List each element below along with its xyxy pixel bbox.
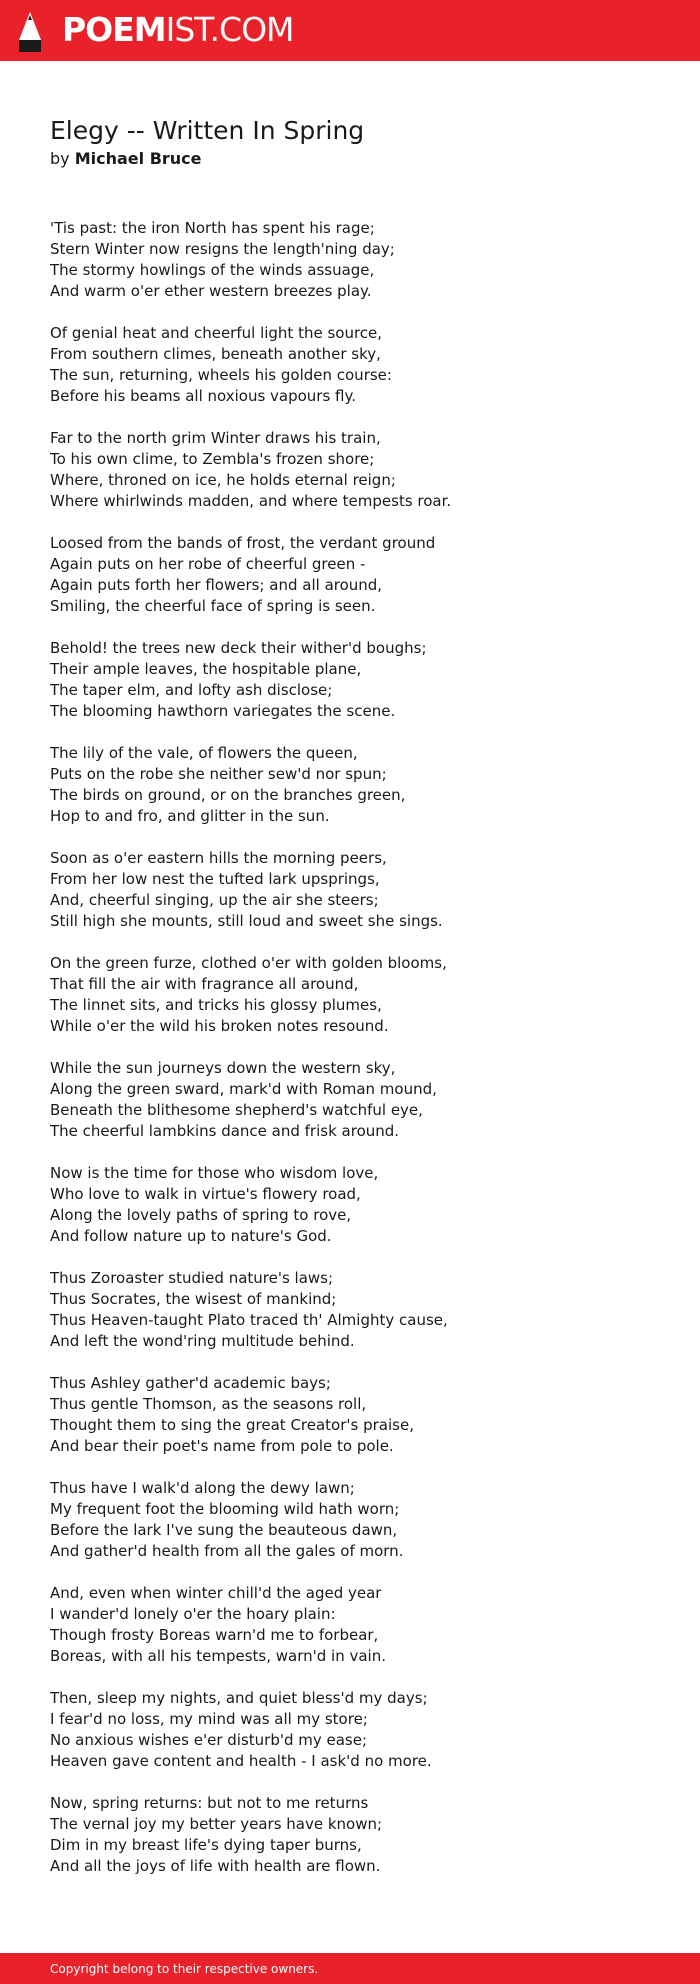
poem-line: The lily of the vale, of flowers the queen, — [50, 744, 358, 762]
brand-bold: POEM — [62, 10, 166, 49]
poem-line: From southern climes, beneath another sky, — [50, 345, 381, 363]
poem-line: Smiling, the cheerful face of spring is seen. — [50, 597, 376, 615]
poem-line: To his own clime, to Zembla's frozen shore; — [50, 450, 375, 468]
poem-line: And follow nature up to nature's God. — [50, 1227, 332, 1245]
poem-line: Loosed from the bands of frost, the verdant ground — [50, 534, 436, 552]
poem-line: While the sun journeys down the western sky, — [50, 1059, 396, 1077]
poem-line: Thus have I walk'd along the dewy lawn; — [50, 1479, 355, 1497]
stanza — [50, 1373, 670, 1457]
site-footer — [0, 1953, 700, 1984]
poem-line: 'Tis past: the iron North has spent his rage; — [50, 219, 375, 237]
stanza — [50, 1793, 670, 1877]
poem-line: Then, sleep my nights, and quiet bless'd my days; — [50, 1689, 428, 1707]
poem-line: Though frosty Boreas warn'd me to forbear, — [50, 1626, 379, 1644]
poem-line: And bear their poet's name from pole to pole. — [50, 1437, 394, 1455]
stanza — [50, 848, 670, 932]
poem-line: The blooming hawthorn variegates the scene. — [50, 702, 396, 720]
poem-line: Still high she mounts, still loud and sweet she sings. — [50, 912, 443, 930]
poem-line: Thus Socrates, the wisest of mankind; — [50, 1290, 337, 1308]
poem-line: Hop to and fro, and glitter in the sun. — [50, 807, 330, 825]
poem-line: And all the joys of life with health are flown. — [50, 1857, 381, 1875]
poem-line: Again puts on her robe of cheerful green - — [50, 555, 366, 573]
stanza — [50, 953, 670, 1037]
poem-line: Far to the north grim Winter draws his train, — [50, 429, 381, 447]
poem-line: Thus gentle Thomson, as the seasons roll, — [50, 1395, 367, 1413]
poem-body — [50, 218, 670, 1898]
poem-line: Before the lark I've sung the beauteous dawn, — [50, 1521, 398, 1539]
copyright-notice: Copyright belong to their respective owners. — [50, 1962, 319, 1976]
site-header — [0, 0, 700, 61]
stanza — [50, 1688, 670, 1772]
poem-line: And left the wond'ring multitude behind. — [50, 1332, 355, 1350]
poem-line: Boreas, with all his tempests, warn'd in vain. — [50, 1647, 386, 1665]
poem-line: Along the lovely paths of spring to rove, — [50, 1206, 352, 1224]
poem-line: Where, throned on ice, he holds eternal reign; — [50, 471, 396, 489]
poem-line: Now is the time for those who wisdom love, — [50, 1164, 379, 1182]
poem-line: Of genial heat and cheerful light the source, — [50, 324, 383, 342]
poem-line: And warm o'er ether western breezes play. — [50, 282, 372, 300]
poem-line: Puts on the robe she neither sew'd nor spun; — [50, 765, 387, 783]
poem-line: Along the green sward, mark'd with Roman mound, — [50, 1080, 437, 1098]
stanza — [50, 1583, 670, 1667]
poem-line: I wander'd lonely o'er the hoary plain: — [50, 1605, 336, 1623]
poem-line: Who love to walk in virtue's flowery road, — [50, 1185, 361, 1203]
poem-line: While o'er the wild his broken notes resound. — [50, 1017, 389, 1035]
poem-line: Heaven gave content and health - I ask'd no more. — [50, 1752, 432, 1770]
stanza — [50, 533, 670, 617]
poem-line: Again puts forth her flowers; and all around, — [50, 576, 383, 594]
poem-line: And gather'd health from all the gales of morn. — [50, 1542, 404, 1560]
site-logo-link[interactable] — [62, 10, 294, 50]
poem-line: Dim in my breast life's dying taper burns, — [50, 1836, 362, 1854]
stanza — [50, 428, 670, 512]
poem-line: The taper elm, and lofty ash disclose; — [50, 681, 333, 699]
stanza — [50, 323, 670, 407]
poem-line: Thus Ashley gather'd academic bays; — [50, 1374, 331, 1392]
brand-light: IST.COM — [165, 10, 294, 49]
byline — [50, 147, 202, 171]
poem-line: No anxious wishes e'er disturb'd my ease; — [50, 1731, 368, 1749]
poem-line: The stormy howlings of the winds assuage, — [50, 261, 375, 279]
poem-line: The sun, returning, wheels his golden course: — [50, 366, 392, 384]
poem-line: The linnet sits, and tricks his glossy plumes, — [50, 996, 382, 1014]
stanza — [50, 743, 670, 827]
pencil-tip-icon[interactable] — [19, 12, 41, 52]
poem-line: From her low nest the tufted lark upsprings, — [50, 870, 380, 888]
poem-line: Behold! the trees new deck their wither'd boughs; — [50, 639, 427, 657]
poem-title: Elegy -- Written In Spring — [50, 116, 365, 145]
stanza — [50, 1268, 670, 1352]
poem-line: Stern Winter now resigns the length'ning day; — [50, 240, 395, 258]
poem-line: And, even when winter chill'd the aged year — [50, 1584, 382, 1602]
poem-line: The cheerful lambkins dance and frisk around. — [50, 1122, 400, 1140]
stanza — [50, 1163, 670, 1247]
poem-line: Beneath the blithesome shepherd's watchful eye, — [50, 1101, 423, 1119]
poem-line: I fear'd no loss, my mind was all my store; — [50, 1710, 368, 1728]
stanza — [50, 1058, 670, 1142]
poem-line: And, cheerful singing, up the air she steers; — [50, 891, 379, 909]
stanza — [50, 1478, 670, 1562]
poem-line: Thus Zoroaster studied nature's laws; — [50, 1269, 334, 1287]
poem-line: Before his beams all noxious vapours fly. — [50, 387, 357, 405]
stanza — [50, 218, 670, 302]
poem-line: Thought them to sing the great Creator's praise, — [50, 1416, 414, 1434]
author-name[interactable]: Michael Bruce — [74, 149, 202, 168]
poem-line: The vernal joy my better years have known; — [50, 1815, 383, 1833]
poem-line: On the green furze, clothed o'er with golden blooms, — [50, 954, 447, 972]
stanza — [50, 638, 670, 722]
poem-line: Where whirlwinds madden, and where tempests roar. — [50, 492, 452, 510]
poem-line: Now, spring returns: but not to me returns — [50, 1794, 369, 1812]
poem-line: The birds on ground, or on the branches green, — [50, 786, 406, 804]
by-label: by — [50, 149, 70, 168]
poem-line: Their ample leaves, the hospitable plane, — [50, 660, 362, 678]
poem-line: Thus Heaven-taught Plato traced th' Almighty cause, — [50, 1311, 448, 1329]
poem-line: My frequent foot the blooming wild hath worn; — [50, 1500, 400, 1518]
poem-line: Soon as o'er eastern hills the morning peers, — [50, 849, 387, 867]
poem-line: That fill the air with fragrance all around, — [50, 975, 359, 993]
